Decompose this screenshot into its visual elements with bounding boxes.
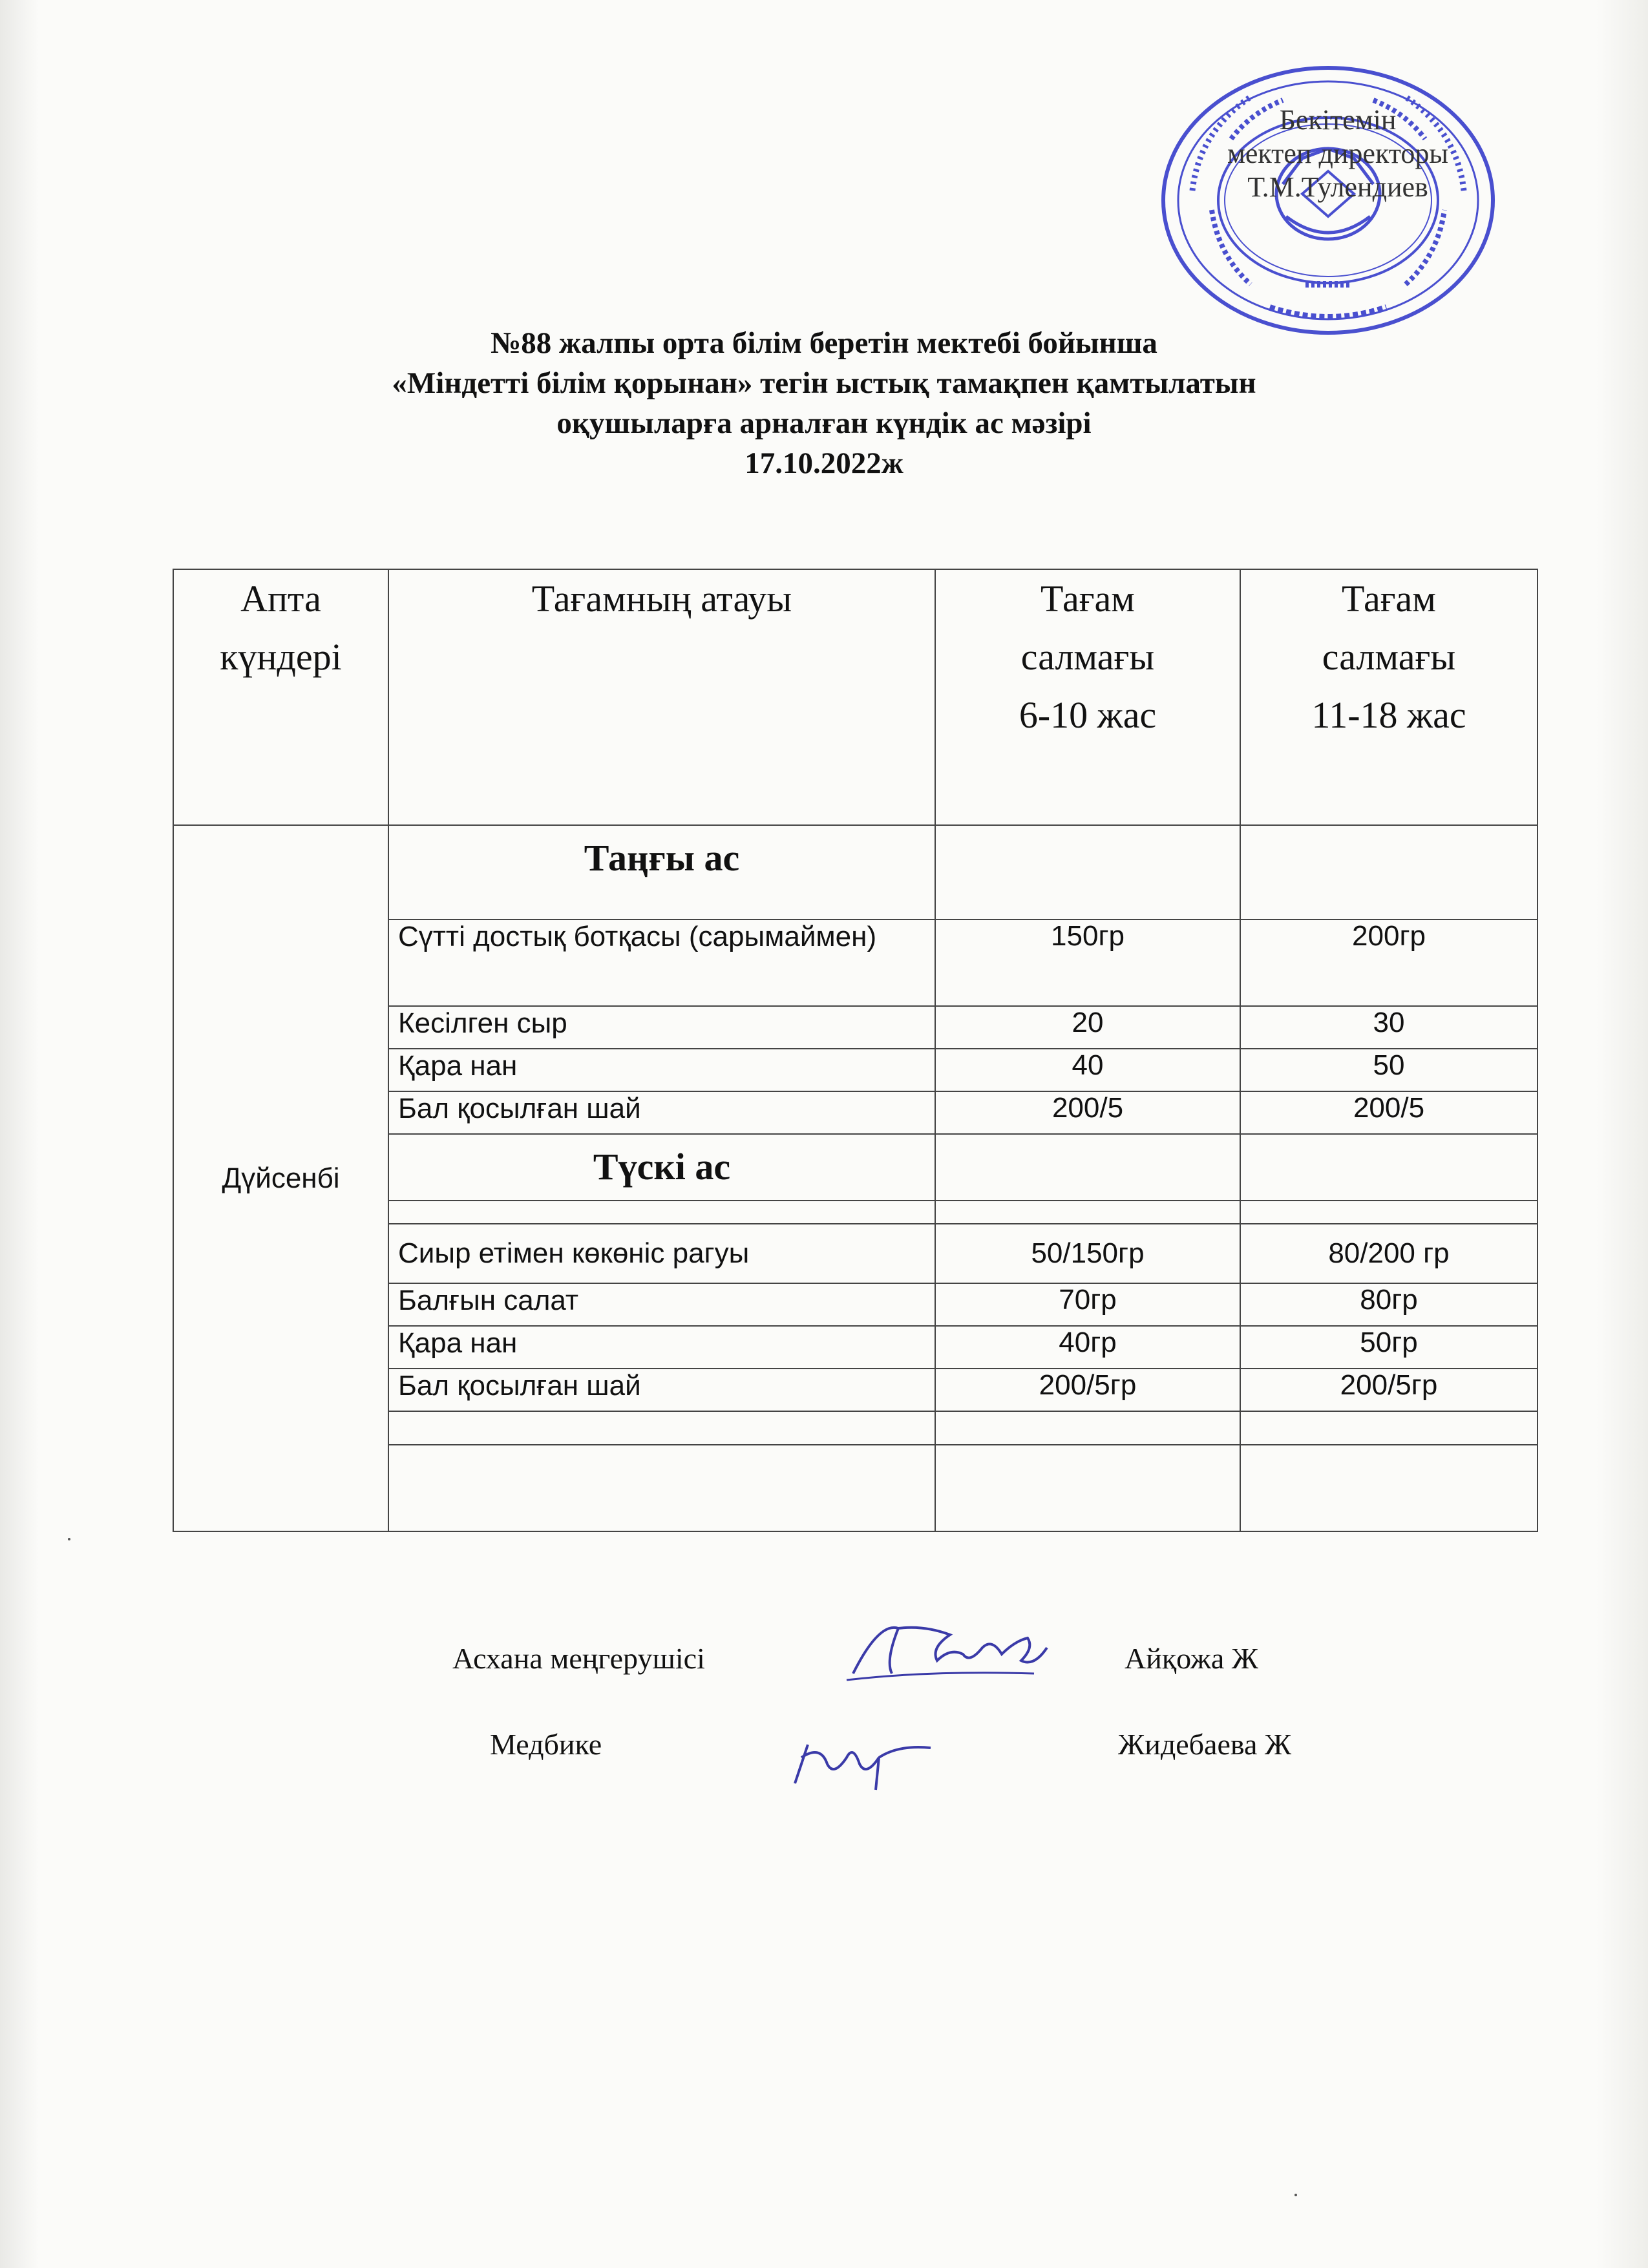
lunch-title: Түскі ас [388, 1134, 935, 1201]
header-dish-name: Тағамның атауы [388, 569, 935, 825]
breakfast-section-row [173, 825, 1537, 919]
heading-line-1: №88 жалпы орта білім беретін мектебі бойынша [491, 326, 1157, 360]
table-header-row [173, 569, 1537, 825]
dish-name: Қара нан [388, 1326, 935, 1369]
header-weekday-line1: Апта [240, 578, 321, 620]
header-weight-6-10-line2: салмағы [1020, 636, 1155, 678]
weight-11-18: 200/5гр [1240, 1369, 1537, 1411]
dish-name: Балғын салат [388, 1283, 935, 1326]
weight-6-10: 200/5гр [935, 1369, 1240, 1411]
header-weight-6-10-line3: 6-10 жас [1019, 694, 1157, 736]
header-weekday-line2: күндері [220, 636, 342, 678]
weight-6-10: 200/5 [935, 1091, 1240, 1134]
cafeteria-head-role: Асхана меңгерушісі [452, 1642, 705, 1675]
weight-11-18: 200гр [1240, 919, 1537, 1006]
weight-6-10: 50/150гр [935, 1224, 1240, 1283]
weight-6-10: 70гр [935, 1283, 1240, 1326]
dish-name: Кесілген сыр [388, 1006, 935, 1049]
breakfast-title: Таңғы ас [388, 825, 935, 919]
weight-11-18: 200/5 [1240, 1091, 1537, 1134]
dish-name: Сүтті достық ботқасы (сарымаймен) [388, 919, 935, 1006]
weight-6-10: 150гр [935, 919, 1240, 1006]
weight-11-18: 50гр [1240, 1326, 1537, 1369]
menu-table [173, 569, 1538, 1532]
day-cell: Дүйсенбі [173, 825, 388, 1531]
header-weight-11-18-line3: 11-18 жас [1311, 694, 1466, 736]
approval-director-name: Т.М.Тулендиев [1247, 171, 1428, 203]
weight-11-18: 80/200 гр [1240, 1224, 1537, 1283]
dish-name: Бал қосылған шай [388, 1091, 935, 1134]
approval-block [1157, 103, 1519, 204]
weight-11-18: 30 [1240, 1006, 1537, 1049]
dish-name: Қара нан [388, 1049, 935, 1091]
scan-speck [68, 1538, 70, 1540]
header-weight-11-18-line1: Тағам [1342, 578, 1436, 620]
weight-6-10: 20 [935, 1006, 1240, 1049]
weight-11-18: 80гр [1240, 1283, 1537, 1326]
weight-6-10: 40гр [935, 1326, 1240, 1369]
heading-line-3: оқушыларға арналған күндік ас мәзірі [556, 406, 1092, 440]
weight-6-10: 40 [935, 1049, 1240, 1091]
heading-line-2: «Міндетті білім қорынан» тегін ыстық тамақпен қамтылатын [392, 366, 1256, 400]
header-weight-6-10-line1: Тағам [1041, 578, 1135, 620]
heading-date: 17.10.2022ж [745, 446, 903, 480]
nurse-name: Жидебаева Ж [1118, 1728, 1292, 1761]
approval-title: Бекітемін [1279, 104, 1397, 136]
weight-11-18: 50 [1240, 1049, 1537, 1091]
header-weight-11-18 [1240, 569, 1537, 825]
cafeteria-head-name: Айқожа Ж [1125, 1642, 1258, 1675]
document-heading [0, 323, 1648, 483]
header-weight-6-10 [935, 569, 1240, 825]
header-weekday [173, 569, 388, 825]
nurse-signature [782, 1719, 937, 1796]
dish-name: Сиыр етімен көкөніс рагуы [388, 1224, 935, 1283]
approval-position: мектеп директоры [1227, 138, 1448, 169]
scan-speck [1294, 2194, 1297, 2196]
header-weight-11-18-line2: салмағы [1322, 636, 1456, 678]
dish-name: Бал қосылған шай [388, 1369, 935, 1411]
nurse-role: Медбике [490, 1728, 602, 1761]
cafeteria-head-signature [840, 1609, 1060, 1693]
